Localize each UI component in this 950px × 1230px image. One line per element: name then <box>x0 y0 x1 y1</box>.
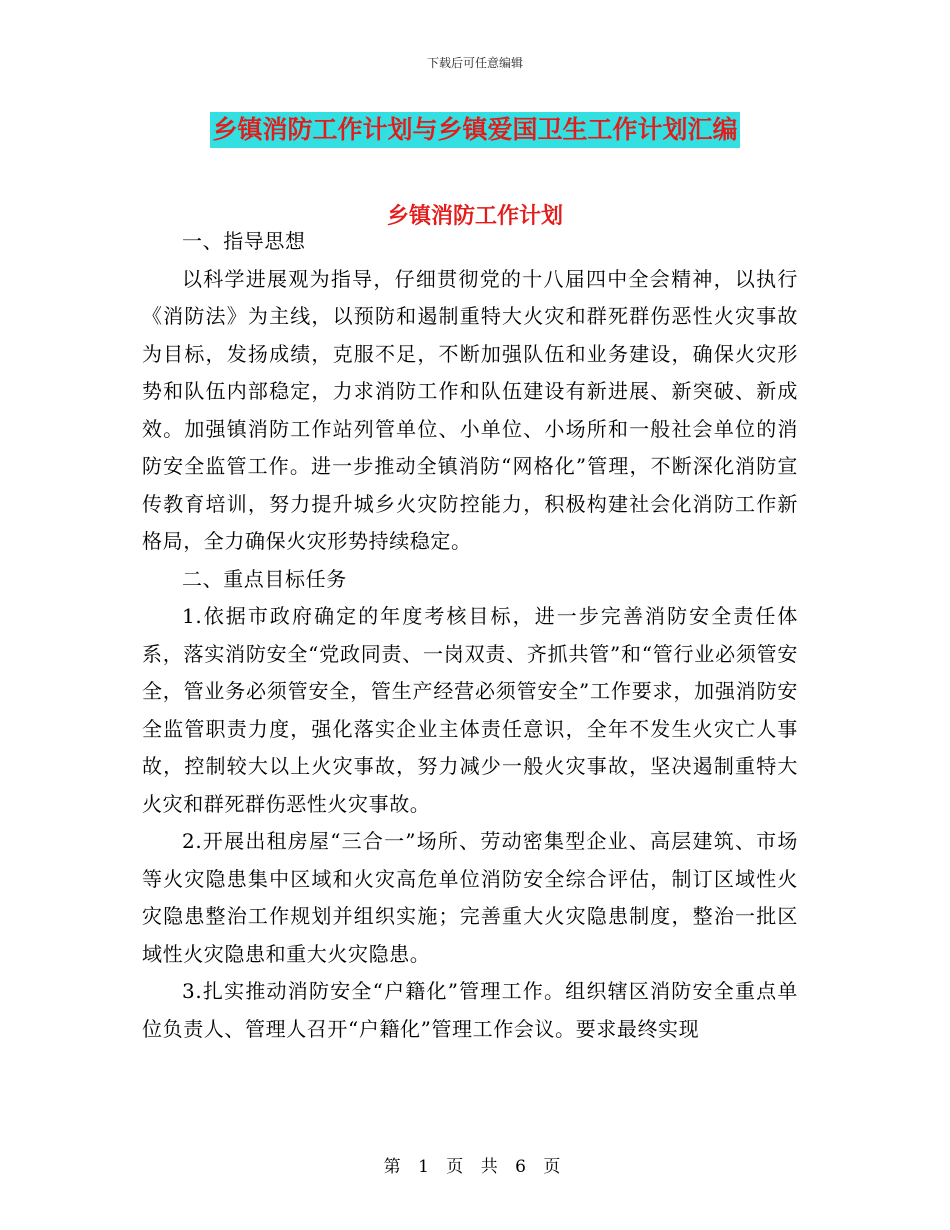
paragraph-item-3: 3.扎实推动消防安全“户籍化”管理工作。组织辖区消防安全重点单位负责人、管理人召开“户籍化”管理工作会议。要求最终实现 <box>142 979 798 1041</box>
paragraph-item-1: 1.依据市政府确定的年度考核目标，进一步完善消防安全责任体系，落实消防安全“党政同责、一岗双责、齐抓共管”和“管行业必须管安全，管业务必须管安全，管生产经营必须管安全”工作要求，加强消防安全监管职责力度，强化落实企业主体责任意识，全年不发生火灾亡人事故，控制较大以上火灾事故，努力减少一般火灾事故，坚决遏制重特大火灾和群死群伤恶性火灾事故。 <box>142 604 798 816</box>
main-title-text: 乡镇消防工作计划与乡镇爱国卫生工作计划汇编 <box>210 112 739 148</box>
paragraph-guiding-thought: 以科学进展观为指导，仔细贯彻党的十八届四中全会精神，以执行《消防法》为主线，以预防和遏制重特大火灾和群死群伤恶性火灾事故为目标，发扬成绩，克服不足，不断加强队伍和业务建设，确保火灾形势和队伍内部稳定，力求消防工作和队伍建设有新进展、新突破、新成效。加强镇消防工作站列管单位、小单位、小场所和一般社会单位的消防安全监管工作。进一步推动全镇消防“网格化”管理，不断深化消防宣传教育培训，努力提升城乡火灾防控能力，积极构建社会化消防工作新格局，全力确保火灾形势持续稳定。 <box>142 266 798 553</box>
sub-title: 乡镇消防工作计划 <box>386 203 563 229</box>
main-title <box>0 112 950 148</box>
section-heading-1: 一、指导思想 <box>182 229 306 253</box>
section-heading-2: 二、重点目标任务 <box>182 566 347 591</box>
document-body <box>142 223 798 1048</box>
paragraph-item-2: 2.开展出租房屋“三合一”场所、劳动密集型企业、高层建筑、市场等火灾隐患集中区域和火灾高危单位消防安全综合评估，制订区域性火灾隐患整治工作规划并组织实施；完善重大火灾隐患制度，整治一批区域性火灾隐患和重大火灾隐患。 <box>142 829 798 966</box>
header-note: 下载后可任意编辑 <box>426 56 523 70</box>
page-footer: 第 1 页 共 6 页 <box>383 1157 567 1177</box>
